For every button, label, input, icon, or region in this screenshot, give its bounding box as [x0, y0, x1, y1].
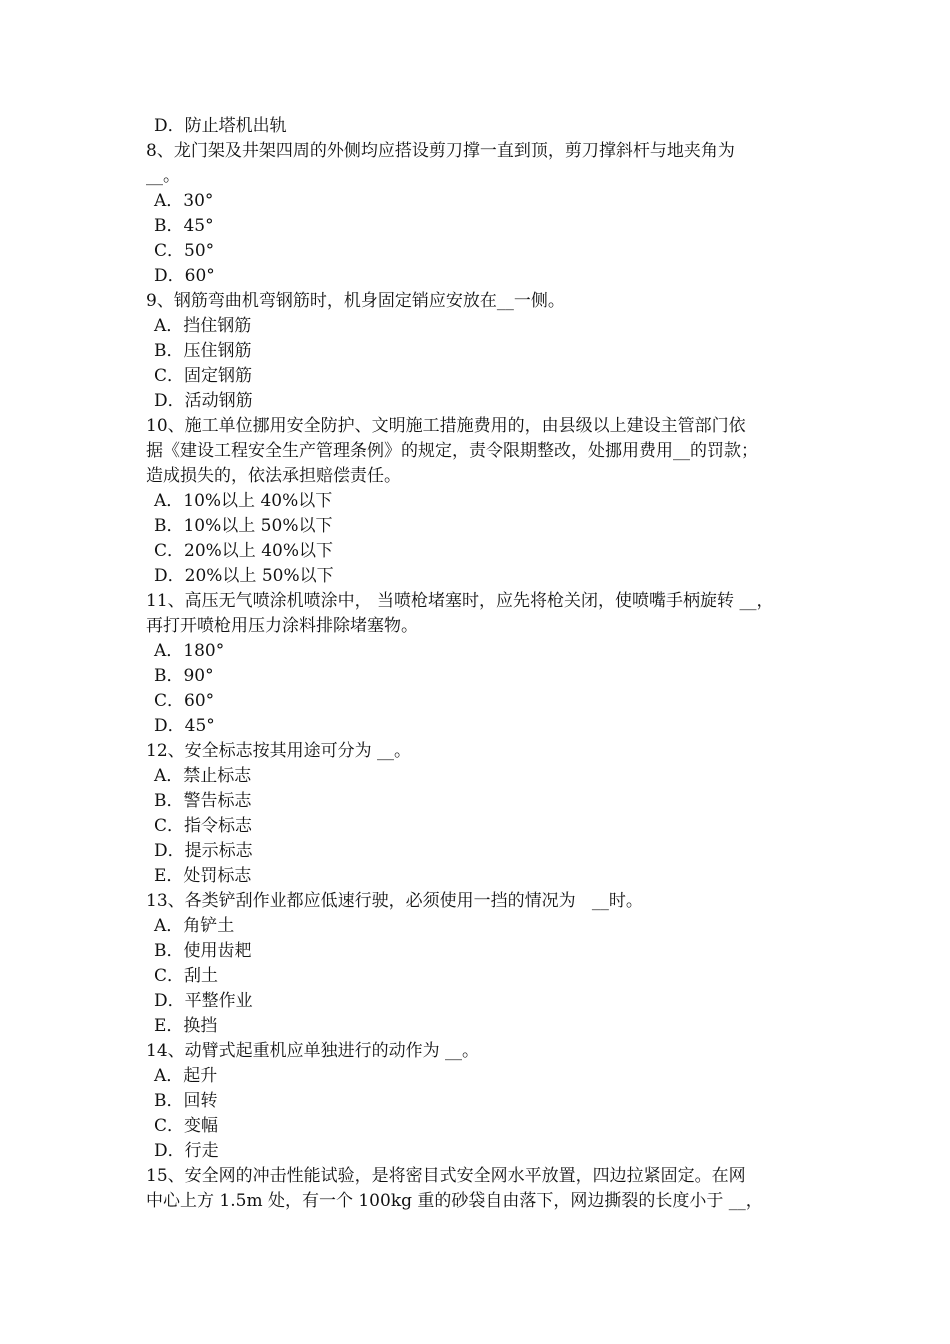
answer-option: C．50°: [154, 241, 215, 261]
question-text: 10、施工单位挪用安全防护、文明施工措施费用的，由县级以上建设主管部门依: [146, 416, 746, 436]
question-text: 造成损失的，依法承担赔偿责任。: [146, 466, 401, 486]
question-text: 8、龙门架及井架四周的外侧均应搭设剪刀撑一直到顶，剪刀撑斜杆与地夹角为: [146, 141, 735, 161]
answer-option: D．活动钢筋: [154, 391, 253, 411]
question-text: 据《建设工程安全生产管理条例》的规定，责令限期整改，处挪用费用__的罚款；: [146, 441, 758, 461]
answer-option: B．使用齿耙: [154, 941, 252, 961]
answer-option: E．换挡: [154, 1016, 218, 1036]
answer-option: D．平整作业: [154, 991, 253, 1011]
question-text: 15、安全网的冲击性能试验，是将密目式安全网水平放置，四边拉紧固定。在网: [146, 1166, 746, 1186]
answer-option: C．20%以上 40%以下: [154, 541, 333, 561]
answer-option: B．压住钢筋: [154, 341, 252, 361]
answer-option: C．固定钢筋: [154, 366, 253, 386]
question-text: 再打开喷枪用压力涂料排除堵塞物。: [146, 616, 418, 636]
question-text: 12、安全标志按其用途可分为 __。: [146, 741, 412, 761]
question-text: 11、高压无气喷涂机喷涂中， 当喷枪堵塞时，应先将枪关闭，使喷嘴手柄旋转 __，: [146, 591, 774, 611]
answer-option: B．10%以上 50%以下: [154, 516, 333, 536]
answer-option: D．防止塔机出轨: [154, 116, 287, 136]
page-content: [146, 114, 810, 1214]
answer-option: C．指令标志: [154, 816, 253, 836]
answer-option: A．挡住钢筋: [154, 316, 252, 336]
answer-option: D．60°: [154, 266, 215, 286]
question-text: 中心上方 1.5m 处，有一个 100kg 重的砂袋自由落下，网边撕裂的长度小于 __，: [146, 1191, 763, 1211]
answer-option: D．45°: [154, 716, 215, 736]
answer-option: B．45°: [154, 216, 214, 236]
answer-option: D．提示标志: [154, 841, 253, 861]
answer-option: A．起升: [154, 1066, 218, 1086]
answer-option: C．60°: [154, 691, 215, 711]
answer-option: B．90°: [154, 666, 214, 686]
answer-option: A．10%以上 40%以下: [154, 491, 333, 511]
answer-option: A．禁止标志: [154, 766, 252, 786]
answer-option: B．警告标志: [154, 791, 252, 811]
answer-option: E．处罚标志: [154, 866, 252, 886]
answer-option: A．30°: [154, 191, 214, 211]
answer-option: D．行走: [154, 1141, 219, 1161]
answer-option: D．20%以上 50%以下: [154, 566, 334, 586]
answer-option: A．180°: [154, 641, 225, 661]
question-text: __。: [146, 166, 180, 186]
question-text: 13、各类铲刮作业都应低速行驶，必须使用一挡的情况为 __时。: [146, 891, 643, 911]
question-text: 14、动臂式起重机应单独进行的动作为 __。: [146, 1041, 480, 1061]
answer-option: B．回转: [154, 1091, 218, 1111]
question-text: 9、钢筋弯曲机弯钢筋时，机身固定销应安放在__一侧。: [146, 291, 565, 311]
answer-option: A．角铲土: [154, 916, 235, 936]
answer-option: C．刮土: [154, 966, 219, 986]
answer-option: C．变幅: [154, 1116, 219, 1136]
